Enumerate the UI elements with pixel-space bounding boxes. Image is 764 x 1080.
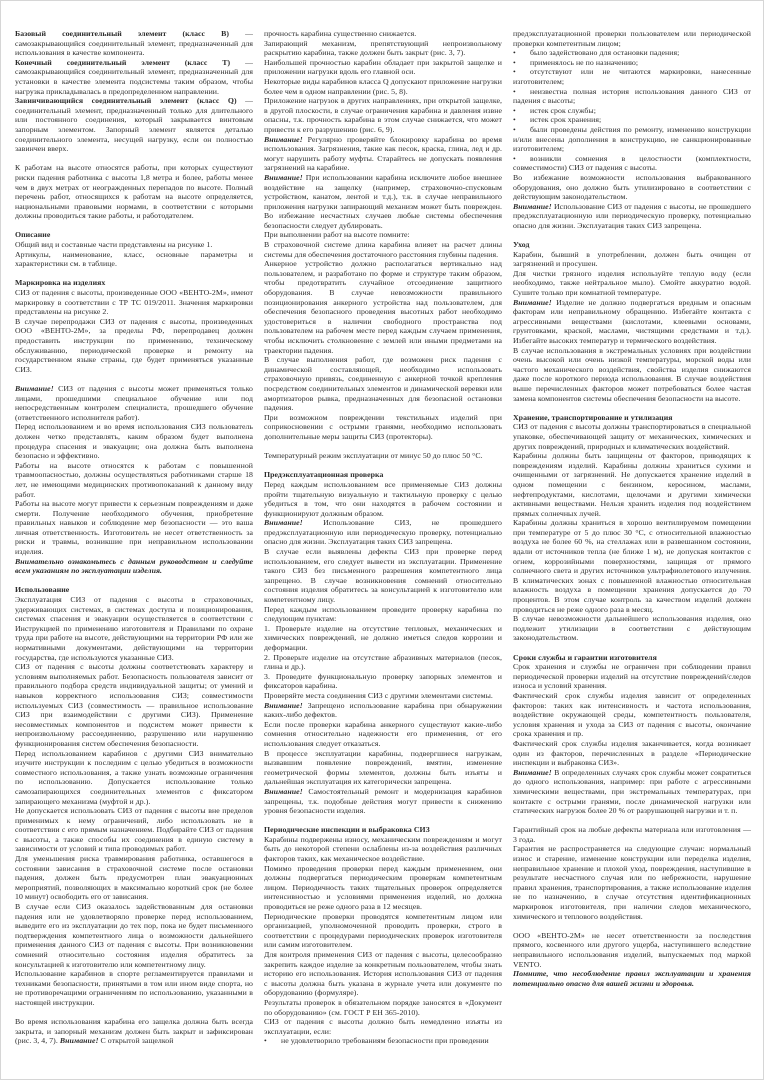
paragraph (264, 29, 502, 39)
bullet-marker: • (513, 153, 516, 163)
text-run: Запрещено использование карабина при обнаружении каких-либо дефектов. (264, 700, 502, 720)
paragraph (15, 317, 253, 375)
bullet-item (513, 115, 751, 125)
text-run: СИЗ от падения с высоты, произведенные ООО «ВЕНТО-2М», имеют маркировку в соответствии с ТР ТС 019/2011. Значения маркировки представлены на рисунке 2. (15, 288, 253, 317)
text-run: Во избежание возможности использования выбракованного оборудования, оно должно быть утилизировано в соответствии с действующим законодательством. (513, 172, 751, 202)
paragraph (264, 413, 502, 442)
text-run: СИЗ от падения с высоты должны соответствовать характеру и условиям выполняемых работ. Безопасность пользователя зависит от правильного подбора средств индивидуальной защиты; от умений и навыков корректного использования СИЗ; совместимости используемых СИЗ (совместимость — правильное использование СИЗ при взаимодействии с другими СИЗ). Применение несовместимых компонентов и подсистем может привести к непроизвольному рассоединению, разрушению или нарушению функционирования систем обеспечения безопасности. (15, 662, 253, 748)
text-run: Гарантийный срок на любые дефекты материала или изготовления — 3 года. (513, 825, 751, 844)
text-run: СИЗ от падения с высоты может применяться только лицами, прошедшими специальное обучение или под непосредственным контролем специалиста, прошедшего обучение (ответственного исполнителя работ). (15, 383, 253, 422)
text-run: возникли сомнения в целостности (комплектности, совместимости) СИЗ от падения с высоты. (513, 153, 751, 173)
text-run: Для контроля применения СИЗ от падения с высоты, целесообразно закрепить каждое изделие за конкретным пользователем, чтобы знать историю его использования. История использования СИЗ от падения с высоты должна быть указана в журнале учета или документе по оборудованию (формуляре). (264, 950, 502, 998)
text-run: Сроки службы и гарантии изготовителя (513, 652, 657, 662)
text-run: В случае если выявлены дефекты СИЗ при проверке перед использованием, его следует вывести из эксплуатации. Применение такого СИЗ без письменного разрешения компетентного лица запрещено. В случае возникновения сомнений относительно состояния изделия обратитесь за консультацией к изготовителю или компетентному лицу. (264, 547, 502, 605)
text-run: не удовлетворило требованиям безопасности при проведении (281, 1036, 489, 1046)
paragraph (15, 240, 253, 250)
bullet-item (513, 125, 751, 154)
paragraph (513, 346, 751, 404)
paragraph (15, 902, 253, 969)
column-2 (264, 29, 502, 1046)
text-run: С открытой защелкой (98, 1036, 174, 1046)
text-run: Не допускается использовать СИЗ от падения с высоты вне пределов применимых к нему ограничений, либо использовать не в соответствии с его прямым назначением. Подбирайте СИЗ от падения с высоты, а также способы их соединения в единую систему в зависимости от условий и типа проводимых работ. (15, 806, 253, 854)
bullet-item (264, 1036, 502, 1046)
paragraph (264, 480, 502, 518)
paragraph (15, 806, 253, 854)
text-run: В случае выполнения работ, где возможен риск падения с динамической составляющей, необходимо использовать страховочную привязь, соединенную с анкерной точкой крепления посредством соединительных элементов и динамической веревки или амортизаторов рывка, предназначенных для безопасной остановки падения. (264, 355, 502, 413)
bullet-item (513, 106, 751, 116)
paragraph (15, 96, 253, 154)
text-run: были проведены действия по ремонту, изменению конструкции и/или внесены дополнения в конструкцию, не санкционированные изготовителем; (513, 124, 751, 154)
paragraph (264, 912, 502, 950)
paragraph (264, 230, 502, 240)
text-run: СИЗ от падения с высоты должно быть немедленно изъяты из эксплуатации, если: (264, 1017, 502, 1036)
section-heading (15, 278, 253, 288)
paragraph (15, 384, 253, 422)
text-run: Периодические инспекции и выбраковка СИЗ (264, 825, 430, 835)
text-run: Внимательно ознакомьтесь с данным руководством и следуйте всем указаниям по эксплуатации изделия. (15, 556, 253, 576)
text-run: Внимание! (15, 383, 54, 393)
text-run: Фактический срок службы изделия зависит от определенных факторов: таких как интенсивность и частота использования, воздействие окружающей среды, компетентность пользователя, условия хранения и ухода за СИЗ от падения с высоты, окончание срока хранения и пр. (513, 690, 751, 739)
text-run: прочность карабина существенно снижается. (264, 29, 417, 38)
text-run: неизвестна полная история использования данного СИЗ от падения с высоты; (513, 86, 751, 106)
text-run: ООО «ВЕНТО-2М» не несет ответственности за последствия прямого, косвенного или другого ущерба, наступившего вследствие неправильного использования изделий, выпускаемых под маркой VENTO. (513, 930, 751, 969)
text-run: При выполнении работ на высоте помните: (264, 230, 410, 240)
text-run: Использование (15, 585, 70, 595)
text-run: 3. Проведите функциональную проверку запорных элементов и фиксаторов карабина. (264, 671, 502, 691)
text-run: В определенных случаях срок службы может сократиться до одного использования, например: при работе с агрессивными химическими веществами, при экстремальных температурах, при контакте с острыми гранями, после динамической нагрузки или статических нагрузок более 20 % от разрушающей нагрузки и т. п. (513, 767, 751, 816)
text-run: Результаты проверок в обязательном порядке заносятся в «Документ по оборудованию» (см. ГОСТ Р ЕН 365-2010). (264, 997, 502, 1017)
paragraph (513, 825, 751, 844)
text-run: Карабины должны храниться в хорошо вентилируемом помещении при температуре от 5 до плюс 30 °С, с относительной влажностью воздуха не более 60 %, на стеллажах или в развешанном состоянии, вдали от источников тепла (не ближе 1 м), не допуская контактов с огнем, коррозийными поверхностями, защищая от прямого солнечного света и других источников ультрафиолетового излучения. В климатических зонах с повышенной влажностью относительная влажность воздуха в помещении хранения допускается до 70 процентов. В этом случае контроль за качеством изделий должен проводиться не реже одного раза в месяц. (513, 518, 751, 614)
bullet-item (513, 87, 751, 106)
bullet-item (513, 154, 751, 173)
paragraph (513, 422, 751, 451)
bullet-marker: • (513, 57, 516, 67)
text-run: Во время использования карабина его защелка должна быть всегда закрыта, и запорный механизм должен быть закрыт и зафиксирован (рис. 3, 4, 7). (15, 1017, 253, 1046)
paragraph (15, 288, 253, 317)
paragraph (15, 749, 253, 807)
section-heading (513, 240, 751, 250)
paragraph (264, 1017, 502, 1036)
paragraph (15, 461, 253, 499)
text-run: Карабины должны быть защищены от факторов, приводящих к повреждениям изделий. Карабины должны храниться сухими и очищенными от загрязнений. Не допускается хранение изделий в одном помещении с бензином, керосином, маслами, нефтепродуктами, кислотами, щелочами и другими химически активными веществами. Нельзя хранить изделия под воздействием прямых солнечных лучей. (513, 451, 751, 518)
text-run: истек срок хранения; (530, 115, 602, 125)
text-run: Самостоятельный ремонт и модернизация карабинов запрещены, т.к. подобные действия могут привести к снижению уровня безопасности изделия. (264, 786, 502, 816)
paragraph (15, 662, 253, 748)
text-run: Гарантия не распространяется на следующие случаи: нормальный износ и старение, изменение конструкции или переделка изделия, неправильное хранение и плохой уход, повреждения, наступившие в результате несчастного случая или по небрежности, нарушение правил хранения, транспортирования, а также использование изделия не по назначению, в случае отсутствия идентификационных маркировок изготовителя, при наличии следов механического, химического и теплового воздействия. (513, 844, 751, 921)
text-run: Конечный соединительный элемент (класс Т) (15, 57, 231, 67)
paragraph (264, 240, 502, 259)
paragraph (15, 422, 253, 460)
text-run: Карабины подвержены износу, механическим повреждениям и могут быть до некоторой степени ослаблены из-за воздействия различных факторов таких, как механическое воздействие. (264, 834, 502, 864)
text-run: В процессе эксплуатации карабины, подвергшиеся нагрузкам, вызвавшим появление повреждений, вмятин, изменение геометрической формы элементов, должны быть изъяты и дальнейшая эксплуатация их категорически запрещена. (264, 748, 502, 787)
paragraph (513, 173, 751, 202)
text-run: Наибольшей прочностью карабин обладает при закрытой защелке и приложении нагрузки вдоль его главной оси. (264, 57, 502, 77)
bullet-item (513, 48, 751, 58)
text-run: 1. Проверьте изделие на отсутствие тепловых, механических и химических повреждений, не должно иметься следов коррозии и деформации. (264, 623, 502, 652)
text-run: — соединительный элемент, предназначенный только для длительного или постоянного соединения, который закрывается винтовым запорным элементом. Запорный элемент является деталью соединительного элемента, несущей нагрузку, если он полностью завинчен вверх. (15, 96, 253, 154)
column-1 (15, 29, 253, 1046)
text-run: Внимание! (59, 1036, 99, 1046)
paragraph (513, 844, 751, 921)
paragraph (15, 969, 253, 1007)
paragraph (513, 298, 751, 346)
paragraph (264, 259, 502, 355)
paragraph (15, 250, 253, 269)
paragraph (513, 739, 751, 768)
text-run: В страховочной системе длина карабина влияет на расчет длины системы для обеспечения достаточного расстояния глубины падения. (264, 240, 502, 259)
text-run: В случае перепродажи СИЗ от падения с высоты, произведенных ООО «ВЕНТО-2М», за пределы РФ, перепродавец должен предоставить инструкции по применению, техническому обслуживанию, периодической проверке и ремонту на государственном языке страны, где будет применяться указанные СИЗ. (15, 316, 253, 374)
text-run: Регулярно проверяйте блокировку карабина во время использования. Загрязнения, такие как песок, краска, глина, лед и др. могут нарушить работу муфты. Старайтесь не допускать появления загрязнений на карабине. (264, 134, 502, 173)
text-run: Перед каждым использованием все применяемые СИЗ должны пройти тщательную визуальную и тактильную проверку с целью убедиться в том, что они находятся в рабочем состоянии и функционируют должным образом. (264, 479, 502, 518)
text-run: Фактический срок службы изделия заканчивается, когда возникает один из факторов, перечисленных в разделе «Периодические инспекции и выбраковка СИЗ». (513, 738, 751, 768)
paragraph (264, 835, 502, 864)
text-run: Приложение нагрузок в других направлениях, при открытой защелке, в другой плоскости, в случае ограничения карабина и давления извне опасны, т.к. прочность карабина в этом случае снижается, что может привести к его разрушению (рис. 6, 9). (264, 96, 502, 134)
text-run: Срок хранения и службы не ограничен при соблюдении правил периодической проверки изделий на отсутствие повреждений/следов износа и условий хранения. (513, 662, 751, 691)
text-run: — самозакрывающийся соединительный элемент, предназначенный для использования в качестве компонента. (15, 29, 253, 58)
text-run: Уход (513, 240, 530, 250)
text-run: Работы на высоте могут привести к серьезным повреждениям и даже смерти. Получение необходимого обучения, приобретение правильных навыков и соблюдение мер безопасности — это ваша личная ответственность. Изготовитель не несет ответственность за риски и травмы, возникшие при неправильном использовании изделия. (15, 499, 253, 557)
text-run: Периодические проверки проводятся компетентным лицом или организацией, уполномоченной проводить проверки, строго в соответствии с процедурами периодических проверок изготовителя или самим изготовителем. (264, 911, 502, 950)
text-run: Внимание! (264, 134, 303, 144)
text-run: Внимание! (513, 297, 552, 307)
bullet-marker: • (264, 1036, 267, 1046)
paragraph (264, 39, 502, 58)
text-run: Внимание! (264, 786, 303, 796)
section-heading (15, 585, 253, 595)
text-run: Хранение, транспортирование и утилизация (513, 412, 673, 422)
text-run: Перед использованием карабинов с другими СИЗ внимательно изучите инструкции к последним с целью убедиться в возможности совместного использования, а также узнать возможные ограничения по использованию. Допускается использование только самозапирающихся соединительных элементов с фиксатором запирающего механизма (муфтой и др.). (15, 748, 253, 806)
text-run: отсутствуют или не читаются маркировки, нанесенные изготовителем; (513, 67, 751, 86)
text-run: Перед использованием и во время использования СИЗ пользователь должен четко представлять, каким образом будет выполнена процедура спасения и эвакуации; она должна быть выполнена безопасно и эффективно. (15, 422, 253, 461)
paragraph (513, 29, 751, 48)
text-run: К работам на высоте относятся работы, при которых существуют риски падения работника с высоты 1,8 метра и более, работы менее чем в двух метрах от неогражденных перепадов по высоте. Полный перечень работ, относящихся к работам на высоте определяется, национальными правовыми нормами, в соответствии с которыми должны проводиться такие работы, и работодателем. (15, 163, 253, 221)
text-run: В случае если СИЗ оказалось задействованным для остановки падения или не удовлетворяло проверке перед использованием, выведите его из эксплуатации до тех пор, пока не будет письменного подтверждения компетентного лица о возможности дальнейшего применения данного СИЗ от падения с высоты. При возникновении сомнений относительно состояния изделия обратитесь за консультацией к изготовителю или компетентному лицу. (15, 902, 253, 969)
paragraph (264, 950, 502, 998)
paragraph (513, 518, 751, 614)
paragraph (264, 701, 502, 720)
text-run: Для уменьшения риска травмирования работника, оставшегося в состоянии зависания в страховочной системе после остановки падения, должен быть предусмотрен план эвакуационных мероприятий, позволяющих в максимально короткий срок (не более 10 минут) освободить его от зависания. (15, 854, 253, 902)
paragraph (264, 96, 502, 134)
text-run: СИЗ от падения с высоты должны транспортироваться в специальной упаковке, обеспечивающей защиту от механических, химических и других повреждений, природных и климатических воздействий. (513, 422, 751, 451)
text-run: Внимание! (513, 201, 552, 211)
paragraph (264, 547, 502, 605)
text-run: Внимание! (264, 700, 303, 710)
paragraph (513, 250, 751, 269)
paragraph (264, 605, 502, 624)
paragraph (15, 595, 253, 662)
paragraph (264, 355, 502, 413)
paragraph (264, 653, 502, 672)
section-heading (264, 825, 502, 835)
paragraph (15, 163, 253, 221)
text-run: Работы на высоте относятся к работам с повышенной травмоопасностью, должны осуществляться работниками старше 18 лет, не имеющими медицинских противопоказаний к данному виду работ. (15, 460, 253, 499)
text-run: Внимание! (513, 767, 552, 777)
text-run: В случае использования в экстремальных условиях при воздействии очень высокой или очень низкой температуры, морской воды или частого механического воздействия, свойства изделия снижаются даже после короткого периода использования. В случае воздействия выше перечисленных факторов может потребоваться более частая замена компонентов системы обеспечения безопасности на высоте. (513, 345, 751, 403)
section-heading (15, 230, 253, 240)
paragraph (15, 29, 253, 58)
text-run: Карабин, бывший в употреблении, должен быть очищен от загрязнений и просушен. (513, 249, 751, 269)
paragraph (15, 58, 253, 96)
bullet-item (513, 58, 751, 68)
paragraph (264, 998, 502, 1017)
paragraph (15, 1017, 253, 1046)
text-run: Анкерное устройство должно располагаться вертикально над пользователем, и разработано по форме и структуре таким образом, чтобы предотвратить случайное отсоединение защитного оборудования. В случае невозможности правильного позиционирования анкерного устройства над пользователем, для обеспечения безопасного проведения высотных работ необходимо удостовериться в наличии свободного пространства под пользователем на рабочем месте перед каждым случаем применения, чтобы исключить столкновение с землей или иными предметами на траектории падения. (264, 259, 502, 355)
paragraph (513, 931, 751, 969)
bullet-marker: • (513, 124, 516, 134)
text-run: Базовый соединительный элемент (класс В) (15, 29, 230, 38)
text-run: При использовании карабина исключите любое внешнее воздействие на защелку (например, страховочно-спусковым устройством, канатом, лентой и т.д.), т.к. в случае неправильного приложения нагрузки запирающий механизм может быть поврежден. Во избежание несчастных случаев любые системы обеспечения безопасности следует дублировать. (264, 172, 502, 230)
paragraph (513, 202, 751, 231)
section-heading (513, 413, 751, 423)
paragraph (264, 691, 502, 701)
text-run: Запирающий механизм, препятствующий непроизвольному раскрытию карабина, также должен быть закрыт (рис. 3, 7). (264, 38, 502, 58)
text-run: Артикулы, наименование, класс, основные параметры и характеристики см. в таблице. (15, 249, 253, 269)
text-run: Перед каждым использованием проведите проверку карабина по следующим пунктам: (264, 604, 502, 624)
text-run: Внимание! (264, 172, 303, 182)
text-run: Использование СИЗ от падения с высоты, не прошедшего предэксплуатационную или периодическую проверку, потенциально опасно для жизни. Эксплуатация таких СИЗ запрещена. (513, 201, 751, 230)
section-heading (264, 470, 502, 480)
text-run: Для чистки грязного изделия используйте теплую воду (если необходимо, также нейтральное мыло). Смойте аккуратно водой. Сушите только при комнатной температуре. (513, 268, 751, 298)
paragraph (264, 672, 502, 691)
bullet-item (513, 67, 751, 86)
text-run: Эксплуатация СИЗ от падения с высоты в страховочных, удерживающих системах, в системах доступа и позиционирования, системах спасения и эвакуации осуществляется в соответствии с Инструкцией по применению изготовителя и Правилами по охране труда при работе на высоте, действующими на территории РФ или же нормативными документами, действующими на территории государства, где используются указанные СИЗ. (15, 595, 253, 662)
text-run: 2. Проверьте изделие на отсутствие абразивных материалов (песок, глина и др.). (264, 652, 502, 672)
bullet-marker: • (513, 48, 516, 58)
text-columns (15, 29, 751, 1046)
text-run: применялось не по назначению; (530, 57, 639, 67)
text-run: Температурный режим эксплуатации от минус 50 до плюс 50 °С. (264, 451, 483, 461)
text-run: Некоторые виды карабинов класса Q допускают приложение нагрузки более чем в одном направлении (рис. 5, 8). (264, 76, 502, 96)
paragraph (513, 768, 751, 816)
paragraph (264, 720, 502, 749)
paragraph (264, 749, 502, 787)
paragraph (15, 499, 253, 557)
text-run: Описание (15, 230, 51, 240)
text-run: было задействовано для остановки падения; (530, 48, 680, 58)
text-run: Использование карабинов в спорте регламентируется правилами и техниками безопасности, принятыми в том или ином виде спорта, но не противоречащими ограничениям по использованию, указанными в настоящей инструкции. (15, 969, 253, 1007)
paragraph (264, 135, 502, 173)
text-run: Использование СИЗ, не прошедшего предэксплуатационную или периодическую проверку, потенциально опасно для жизни. Эксплуатация таких СИЗ запрещена. (264, 518, 502, 547)
paragraph (513, 691, 751, 739)
paragraph (264, 451, 502, 461)
paragraph (513, 614, 751, 643)
bullet-marker: • (513, 105, 516, 115)
text-run: Завинчивающийся соединительный элемент (класс Q) (15, 96, 237, 106)
paragraph (15, 557, 253, 576)
paragraph (264, 173, 502, 231)
text-run: истек срок службы; (530, 105, 596, 115)
paragraph (513, 969, 751, 988)
text-run: Изделие не должно подвергаться вредным и опасным факторам или неправильному обращению. Избегайте контакта с агрессивными веществами (кислотами, клеевыми основами, грунтовками, краской, маслами, чистящими средствами и т.д.). Избегайте высоких температур и термического воздействия. (513, 297, 751, 345)
bullet-marker: • (513, 67, 516, 77)
text-run: Проверяйте места соединения СИЗ с другими элементами системы. (264, 690, 493, 700)
text-run: Предэксплуатационная проверка (264, 470, 384, 480)
text-run: Если после проверки карабина анкерного существуют какие-либо сомнения относительно надежности его применения, от его использования следует отказаться. (264, 719, 502, 748)
text-run: Внимание! (264, 518, 303, 528)
paragraph (264, 864, 502, 912)
column-3 (513, 29, 751, 1046)
text-run: При возможном повреждении текстильных изделий при соприкосновении с острыми гранями, необходимо использовать дополнительные меры защиты СИЗ (протекторы). (264, 412, 502, 441)
paragraph (264, 77, 502, 96)
section-heading (513, 653, 751, 663)
paragraph (264, 624, 502, 653)
paragraph (264, 58, 502, 77)
paragraph (513, 269, 751, 298)
paragraph (15, 854, 253, 902)
text-run: В случае невозможности дальнейшего использования изделия, оно подлежит утилизации в соответствии с действующим законодательством. (513, 614, 751, 643)
text-run: Общий вид и составные части представлены на рисунке 1. (15, 240, 213, 250)
paragraph (264, 518, 502, 547)
text-run: — самозакрывающийся соединительный элемент, предназначенный для установки в качестве элемента подсистемы таким образом, чтобы нагрузка прикладывалась в предопределенном направлении. (15, 57, 253, 96)
text-run: Маркировка на изделиях (15, 278, 106, 288)
text-run: предэксплуатационной проверки пользователем или периодической проверки компетентным лицом; (513, 29, 751, 48)
paragraph (264, 787, 502, 816)
text-run: Помимо проведения проверки перед каждым применением, они должны подвергаться периодическим проверкам компетентным лицом. Периодичность таких тщательных проверок определяется интенсивностью и условиями применения изделий, но должна проводиться не реже одного раза в 12 месяцев. (264, 863, 502, 912)
paragraph (513, 662, 751, 691)
text-run: Помните, что несоблюдение правил эксплуатации и хранения потенциально опасно для вашей жизни и здоровья. (513, 969, 751, 988)
paragraph (513, 451, 751, 518)
bullet-marker: • (513, 86, 516, 96)
bullet-marker: • (513, 115, 516, 125)
